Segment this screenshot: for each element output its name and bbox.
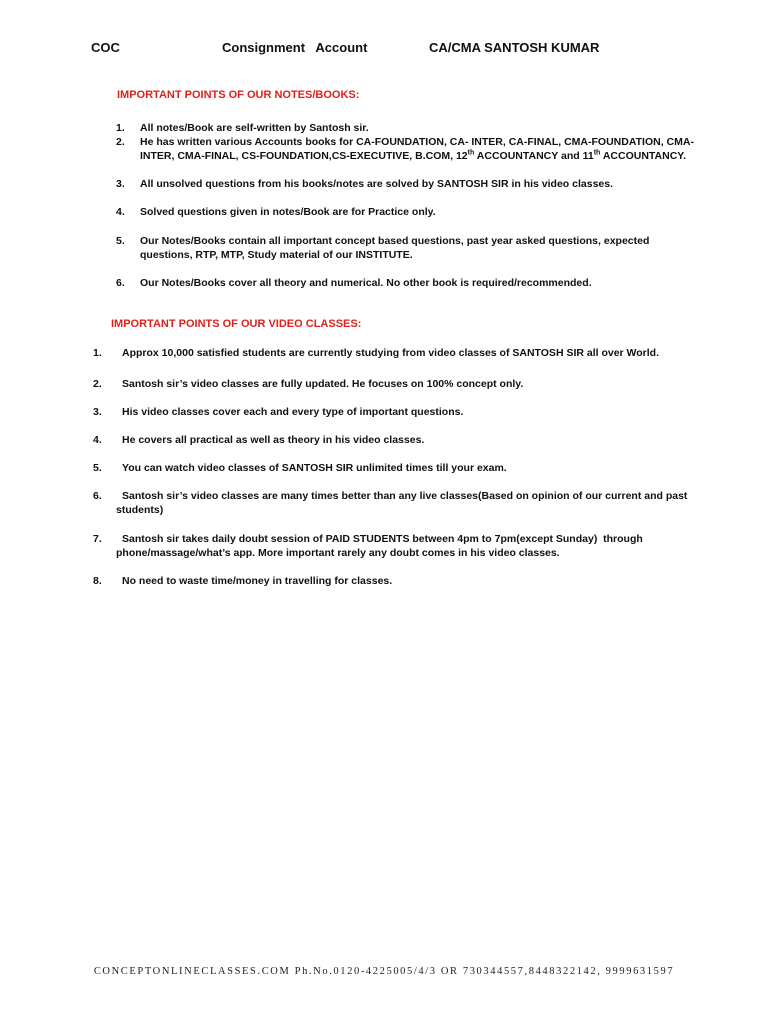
item-text: Santosh sir takes daily doubt session of PAID STUDENTS between 4pm to 7pm(except Sunday) through phone/massage/what’s app. More important rarely any doubt comes in his video classes.: [116, 533, 643, 559]
item-number: 8.: [93, 575, 102, 587]
item-text: No need to waste time/money in travelling for classes.: [122, 575, 393, 587]
item-text: All notes/Book are self-written by Santosh sir.: [140, 122, 369, 134]
item-text: Santosh sir’s video classes are fully updated. He focuses on 100% concept only.: [122, 378, 524, 390]
item-number: 3.: [93, 406, 102, 418]
item-number: 2.: [116, 136, 125, 148]
item-number: 1.: [116, 122, 125, 134]
header-left-text: COC: [91, 40, 120, 55]
header-topic-text: Consignment Account: [222, 40, 368, 55]
page-header: [0, 40, 768, 60]
item-number: 5.: [93, 462, 102, 474]
item-text: You can watch video classes of SANTOSH SIR unlimited times till your exam.: [122, 462, 507, 474]
item-number: 5.: [116, 235, 125, 247]
item-number: 2.: [93, 378, 102, 390]
item-number: 3.: [116, 178, 125, 190]
item-number: 7.: [93, 533, 102, 545]
item-number: 1.: [93, 347, 102, 359]
item-text: He covers all practical as well as theory in his video classes.: [122, 434, 425, 446]
item-text: All unsolved questions from his books/notes are solved by SANTOSH SIR in his video classes.: [140, 178, 614, 190]
item-number: 4.: [93, 434, 102, 446]
item-text: Santosh sir’s video classes are many times better than any live classes(Based on opinion of our current and past students): [116, 490, 688, 516]
item-number: 4.: [116, 206, 125, 218]
item-text: Our Notes/Books contain all important concept based questions, past year asked questions, expected questions, RTP, MTP, Study material of our INSTITUTE.: [140, 235, 650, 261]
item-text: Approx 10,000 satisfied students are currently studying from video classes of SANTOSH SIR all over World.: [122, 347, 660, 359]
item-number: 6.: [116, 277, 125, 289]
item-number: 6.: [93, 490, 102, 502]
notes-section-title: IMPORTANT POINTS OF OUR NOTES/BOOKS:: [117, 89, 360, 101]
item-text: Solved questions given in notes/Book are for Practice only.: [140, 206, 436, 218]
item-text: He has written various Accounts books for CA-FOUNDATION, CA- INTER, CA-FINAL, CMA-FOUNDATION, CMA-INTER, CMA-FINAL, CS-FOUNDATION,CS-EXECUTIVE, B.COM, 12th ACCOUNTANCY and 11th ACCOUNTANCY.: [140, 136, 694, 162]
item-text: His video classes cover each and every type of important questions.: [122, 406, 464, 418]
page-footer-contact: CONCEPTONLINECLASSES.COM Ph.No.0120-4225005/4/3 OR 730344557,8448322142, 9999631597: [93, 966, 675, 977]
item-text: Our Notes/Books cover all theory and numerical. No other book is required/recommended.: [140, 277, 592, 289]
video-section-title: IMPORTANT POINTS OF OUR VIDEO CLASSES:: [111, 318, 362, 330]
header-author-text: CA/CMA SANTOSH KUMAR: [429, 40, 600, 55]
